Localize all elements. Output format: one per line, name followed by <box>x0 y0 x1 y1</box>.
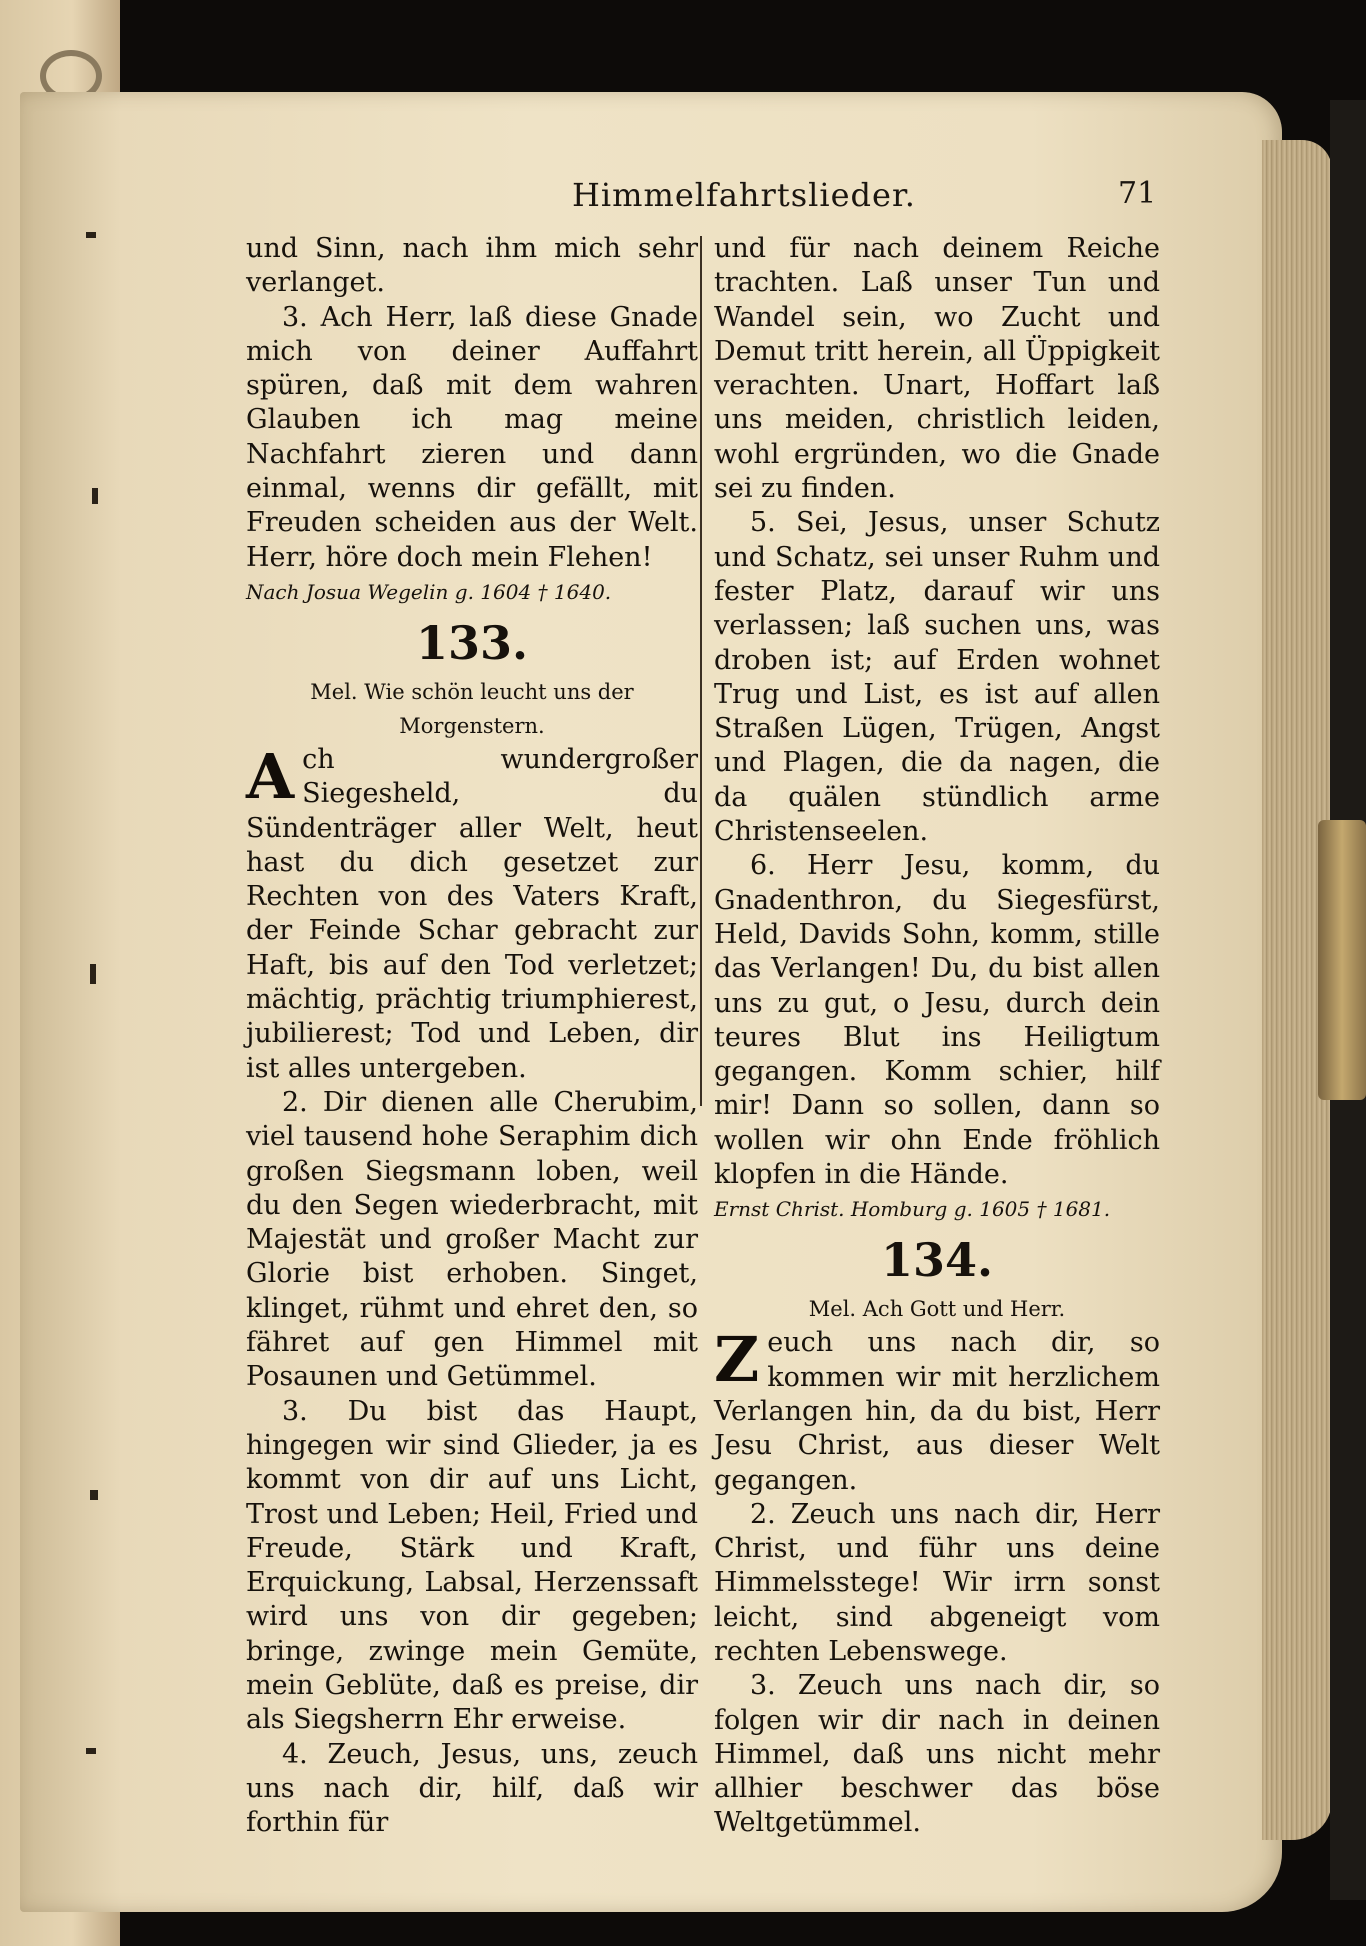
margin-mark <box>86 1748 96 1754</box>
drop-cap: Z <box>714 1323 760 1397</box>
melody-line: Mel. Ach Gott und Herr. <box>808 1297 1066 1322</box>
verse: 2. Dir dienen alle Cherubim, viel tausend hohe Seraphim dich großen Siegsmann loben, weil du den Segen wiederbracht, mit Majestät und großer Macht zur Glorie bist erhoben. Singet, klinget, rühmt und ehret den, so fähret auf gen Himmel mit Posaunen und Getümmel. <box>246 1086 698 1393</box>
author-attribution: Nach Josua Wegelin g. 1604 † 1640. <box>246 579 612 604</box>
hymn-number: 133. <box>415 615 529 670</box>
margin-mark <box>86 232 96 238</box>
verse: 3. Ach Herr, laß diese Gnade mich von deiner Auffahrt spüren, daß mit dem wahren Glauben ich mag meine Nachfahrt zieren und dann einmal, wenns dir gefällt, mit Freuden scheiden aus der Welt. Herr, höre doch mein Flehen! <box>246 301 698 573</box>
left-column <box>246 232 698 1840</box>
author-attribution: Ernst Christ. Homburg g. 1605 † 1681. <box>714 1197 1111 1222</box>
right-column <box>714 232 1160 1841</box>
paragraph: und für nach deinem Reiche trachten. Laß unser Tun und Wandel sein, wo Zucht und Demut tritt herein, all Üppigkeit verachten. Unart, Hoffart laß uns meiden, christlich leiden, wohl ergründen, wo die Gnade sei zu finden. <box>714 233 1160 505</box>
verse <box>246 739 698 1086</box>
margin-mark <box>92 488 98 504</box>
margin-mark <box>90 1490 98 1500</box>
margin-mark <box>90 964 96 984</box>
page-number: 71 <box>1118 176 1157 211</box>
verse-text: ch wundergroßer Siegesheld, du Sündenträger aller Welt, heut hast du dich gesetzet zur Rechten von des Vaters Kraft, der Feinde Schar gebracht zur Haft, bis auf den Tod verletzet; mächtig, prächtig triumphierest, jubilierest; Tod und Leben, dir ist alles untergeben. <box>246 743 698 1084</box>
column-divider <box>700 236 702 1106</box>
verse: 3. Du bist das Haupt, hingegen wir sind Glieder, ja es kommt von dir auf uns Licht, Trost und Leben; Heil, Fried und Freude, Stärk und Kraft, Erquickung, Labsal, Herzenssaft wird uns von dir gegeben; bringe, zwinge mein Gemüte, mein Geblüte, daß es preise, dir als Siegsherrn Ehr erweise. <box>246 1395 698 1736</box>
running-header: Himmelfahrtslieder. <box>572 176 916 214</box>
melody-line: Mel. Wie schön leucht uns der Morgenstern. <box>310 679 634 738</box>
brass-clasp <box>1318 820 1366 1100</box>
verse: 3. Zeuch uns nach dir, so folgen wir dir nach in deinen Himmel, daß uns nicht mehr allhier beschwer das böse Weltgetümmel. <box>714 1670 1160 1839</box>
verse: 4. Zeuch, Jesus, uns, zeuch uns nach dir, hilf, daß wir forthin für <box>246 1738 698 1839</box>
verse: 5. Sei, Jesus, unser Schutz und Schatz, sei unser Ruhm und fester Platz, darauf wir uns verlassen; laß suchen uns, was droben ist; auf Erden wohnet Trug und List, es ist auf allen Straßen Lügen, Trügen, Angst und Plagen, die da nagen, die da quälen stündlich arme Christenseelen. <box>714 507 1160 848</box>
drop-cap: A <box>246 739 295 813</box>
verse: 2. Zeuch uns nach dir, Herr Christ, und führ uns deine Himmelsstege! Wir irrn sonst leicht, sind abgeneigt vom rechten Lebenswege. <box>714 1498 1160 1667</box>
paragraph: und Sinn, nach ihm mich sehr verlanget. <box>246 233 698 299</box>
verse: 6. Herr Jesu, komm, du Gnadenthron, du Siegesfürst, Held, Davids Sohn, komm, stille das Verlangen! Du, du bist allen uns zu gut, o Jesu, durch dein teures Blut ins Heiligtum gegangen. Komm schier, hilf mir! Dann so sollen, dann so wollen wir ohn Ende fröhlich klopfen in die Hände. <box>714 850 1160 1191</box>
verse <box>714 1323 1160 1497</box>
hymn-number: 134. <box>880 1233 994 1288</box>
verse-text: euch uns nach dir, so kommen wir mit herzlichem Verlangen hin, da du bist, Herr Jesu Christ, aus dieser Welt gegangen. <box>714 1327 1160 1496</box>
